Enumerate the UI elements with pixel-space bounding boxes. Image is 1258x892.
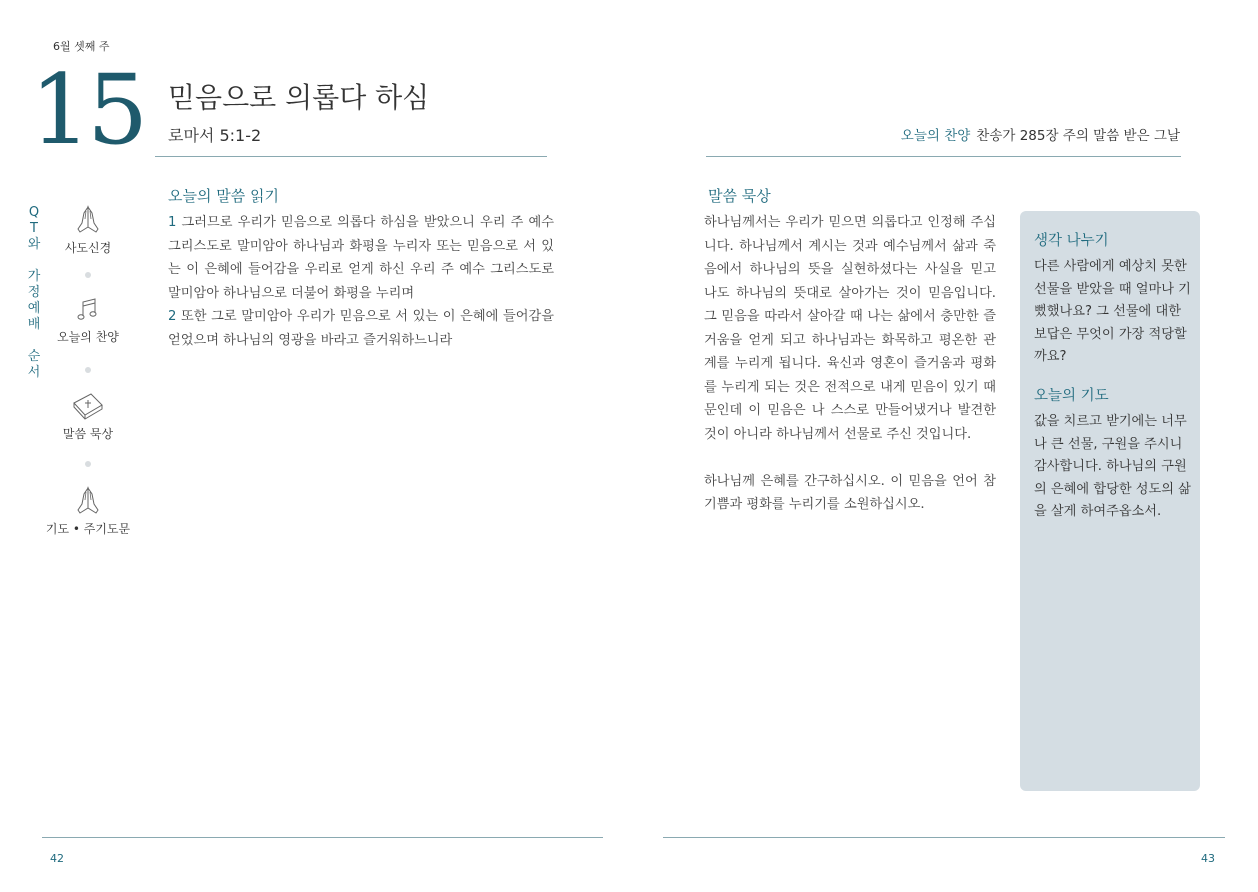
meditation-paragraph: 하나님께 은혜를 간구하십시오. 이 믿음을 언어 참 기쁨과 평화를 누리기를 소원하십시오. — [704, 473, 996, 512]
vtitle-char: 서 — [27, 365, 41, 380]
meditation-heading: 말씀 묵상 — [708, 187, 771, 205]
music-note-icon — [73, 296, 103, 324]
hymn-label: 오늘의 찬양 — [900, 128, 971, 144]
vtitle-char: Q — [28, 205, 40, 220]
meditation-body — [704, 211, 996, 540]
reading-heading: 오늘의 말씀 읽기 — [168, 187, 279, 205]
hymn-text: 찬송가 285장 주의 말씀 받은 그날 — [976, 128, 1180, 144]
separator-dot — [85, 367, 91, 373]
vtitle-char: 와 — [27, 237, 41, 252]
sidebar-item-label: 기도 • 주기도문 — [45, 522, 131, 536]
verse-number: 2 — [168, 309, 177, 324]
page-number-left: 42 — [50, 852, 64, 865]
vtitle-char: 가 — [27, 269, 41, 284]
week-label: 6월 셋째 주 — [53, 40, 110, 53]
sidebar-item-label: 사도신경 — [64, 241, 112, 255]
prayer-text: 값을 치르고 받기에는 너무나 큰 선물, 구원을 주시니 감사합니다. 하나님의 구원의 은혜에 합당한 성도의 삶을 살게 하여주옵소서. — [1034, 414, 1191, 519]
verse-text: 또한 그로 말미암아 우리가 믿음으로 서 있는 이 은혜에 들어감을 얻었으며 하나님의 영광을 바라고 즐거워하느니라 — [168, 309, 554, 348]
vtitle-char: 배 — [27, 317, 41, 332]
scripture-passage: 로마서 5:1-2 — [168, 126, 262, 145]
sidebar-item-apostles-creed — [33, 205, 143, 256]
praying-hands-icon — [73, 486, 103, 516]
page-number-right: 43 — [1201, 852, 1215, 865]
vtitle-char: 예 — [27, 301, 41, 316]
footer-rule-right — [663, 837, 1225, 838]
bible-icon — [71, 391, 105, 421]
sidebar-item-todays-hymn — [33, 296, 143, 345]
footer-rule-left — [42, 837, 603, 838]
scripture-reading — [168, 211, 554, 352]
vtitle-char: 순 — [27, 349, 41, 364]
verse-text: 그러므로 우리가 믿음으로 의롭다 하심을 받았으니 우리 주 예수 그리스도로 말미암아 하나님과 화평을 누리자 또는 믿음으로 서 있는 이 은혜에 들어감을 우리로 얻게 하신 우리 주 예수 그리스도로 말미암아 하나님으로 더불어 화평을 누리며 — [168, 215, 554, 301]
sidebar-item-label: 말씀 묵상 — [62, 427, 114, 441]
praying-hands-icon — [73, 205, 103, 235]
verse-number: 1 — [168, 215, 177, 230]
sidebar-item-label: 오늘의 찬양 — [57, 330, 119, 344]
vtitle-char: T — [30, 221, 38, 236]
page-title: 믿음으로 의롭다 하심 — [168, 81, 430, 114]
todays-hymn — [901, 124, 1180, 144]
share-heading: 생각 나누기 — [1034, 233, 1109, 249]
header-rule-right — [706, 156, 1181, 157]
prayer-heading: 오늘의 기도 — [1034, 388, 1109, 404]
separator-dot — [85, 272, 91, 278]
separator-dot — [85, 461, 91, 467]
vtitle-char: 정 — [27, 285, 41, 300]
day-number: 15 — [30, 54, 145, 166]
sidebar-item-meditation — [33, 391, 143, 442]
sidebar-item-prayer — [33, 486, 143, 537]
header-rule-left — [155, 156, 547, 157]
share-text: 다른 사람에게 예상치 못한 선물을 받았을 때 얼마나 기뻤했나요? 그 선물에 대한 보답은 무엇이 가장 적당할까요? — [1034, 259, 1191, 364]
meditation-paragraph: 하나님께서는 우리가 믿으면 의롭다고 인정해 주십니다. 하나님께서 계시는 것과 예수님께서 삶과 죽음에서 하나님의 뜻을 실현하셨다는 사실을 믿고 나도 하나님의 뜻대로 살아가는 것이 믿음입니다. 그 믿음을 따라서 살아갈 때 나는 삶에서 충만한 즐거움을 얻게 되고 하나님과는 화목하고 평온한 관계를 누리게 됩니다. 육신과 영혼이 즐거움과 평화를 누리게 되는 것은 전적으로 내게 믿음이 있기 때문인데 이 믿음은 나 스스로 만들어냈거나 발견한 것이 아니라 하나님께서 선물로 주신 것입니다. — [704, 215, 996, 442]
